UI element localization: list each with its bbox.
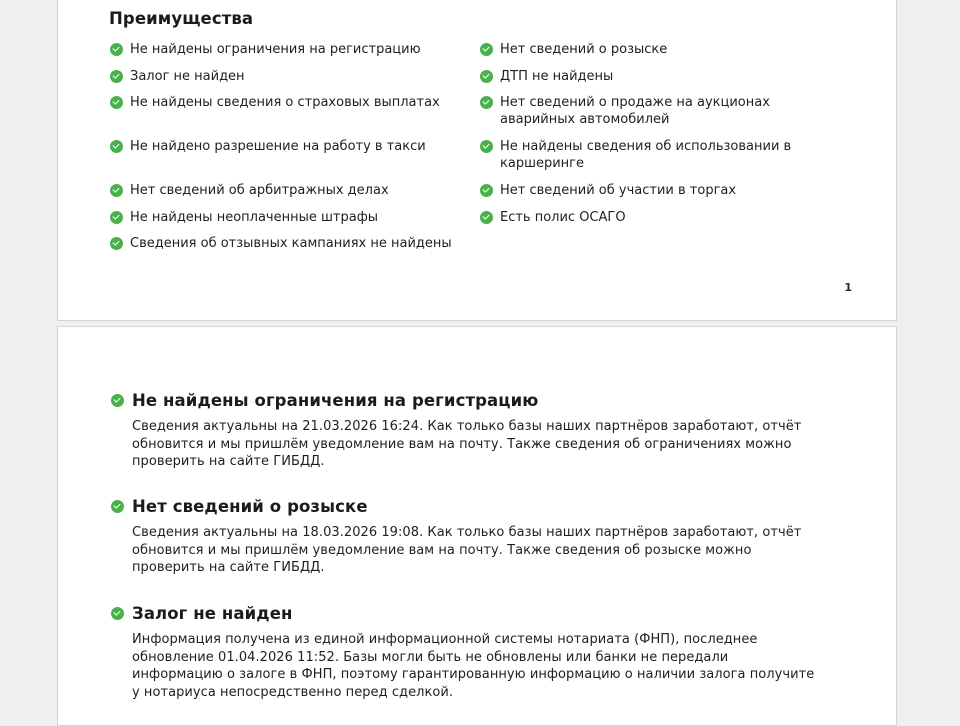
detail-title: Не найдены ограничения на регистрацию [132,391,539,410]
check-circle-icon [110,140,123,153]
benefit-item [130,94,450,111]
check-circle-icon [110,96,123,109]
report-page-1 [57,0,897,321]
check-circle-icon [110,211,123,224]
report-page-2 [57,326,897,726]
benefit-item [130,138,450,155]
benefit-label: Нет сведений об участии в торгах [500,183,737,198]
benefit-label: Сведения об отзывных кампаниях не найдены [130,236,452,251]
benefit-item [500,138,800,172]
check-circle-icon [110,184,123,197]
check-circle-icon [110,237,123,250]
check-circle-icon [111,394,124,407]
benefit-item [130,182,450,199]
benefit-item [500,41,845,58]
benefit-label: ДТП не найдены [500,69,614,84]
benefit-item [500,68,845,85]
benefit-item [130,209,450,226]
benefit-label: Нет сведений о продаже на аукционах аварийных автомобилей [500,95,770,127]
check-circle-icon [480,70,493,83]
check-circle-icon [111,500,124,513]
benefit-item [500,94,845,128]
benefit-item [500,182,845,199]
check-circle-icon [480,140,493,153]
check-circle-icon [480,184,493,197]
page-number: 1 [844,281,852,294]
check-circle-icon [480,211,493,224]
benefit-label: Нет сведений об арбитражных делах [130,183,389,198]
benefit-label: Не найдены сведения об использовании в каршеринге [500,139,792,171]
detail-title: Залог не найден [132,604,293,623]
check-circle-icon [480,96,493,109]
detail-text: Сведения актуальны на 21.03.2026 16:24. Как только базы наших партнёров заработают, отчёт обновится и мы пришлём уведомление вам на почту. Также сведения об ограничениях можно проверить на сайте ГИБДД. [132,419,802,470]
check-circle-icon [111,607,124,620]
check-circle-icon [110,70,123,83]
detail-section-wanted [132,496,822,577]
benefit-label: Не найдены сведения о страховых выплатах [130,95,440,110]
benefit-label: Не найдены неоплаченные штрафы [130,210,379,225]
detail-text: Информация получена из единой информационной системы нотариата (ФНП), последнее обновление 01.04.2026 11:52. Базы могли быть не обновлены или банки не передали информацию о залоге в ФНП, поэтому гарантированную информацию о наличии залога получите у нотариуса непосредственно перед сделкой. [132,632,815,701]
benefit-item [130,235,460,252]
detail-title: Нет сведений о розыске [132,497,368,516]
benefit-item [130,41,450,58]
benefit-label: Есть полис ОСАГО [500,210,626,225]
benefits-title: Преимущества [109,9,254,28]
benefit-label: Залог не найден [130,69,245,84]
detail-text: Сведения актуальны на 18.03.2026 19:08. Как только базы наших партнёров заработают, отчёт обновится и мы пришлём уведомление вам на почту. Также сведения об розыске можно проверить на сайте ГИБДД. [132,525,802,576]
benefit-label: Нет сведений о розыске [500,42,668,57]
check-circle-icon [110,43,123,56]
benefit-label: Не найдены ограничения на регистрацию [130,42,421,57]
detail-section-pledge [132,603,822,702]
benefit-label: Не найдено разрешение на работу в такси [130,139,426,154]
check-circle-icon [480,43,493,56]
benefit-item [500,209,845,226]
detail-section-registration [132,390,822,471]
benefit-item [130,68,450,85]
